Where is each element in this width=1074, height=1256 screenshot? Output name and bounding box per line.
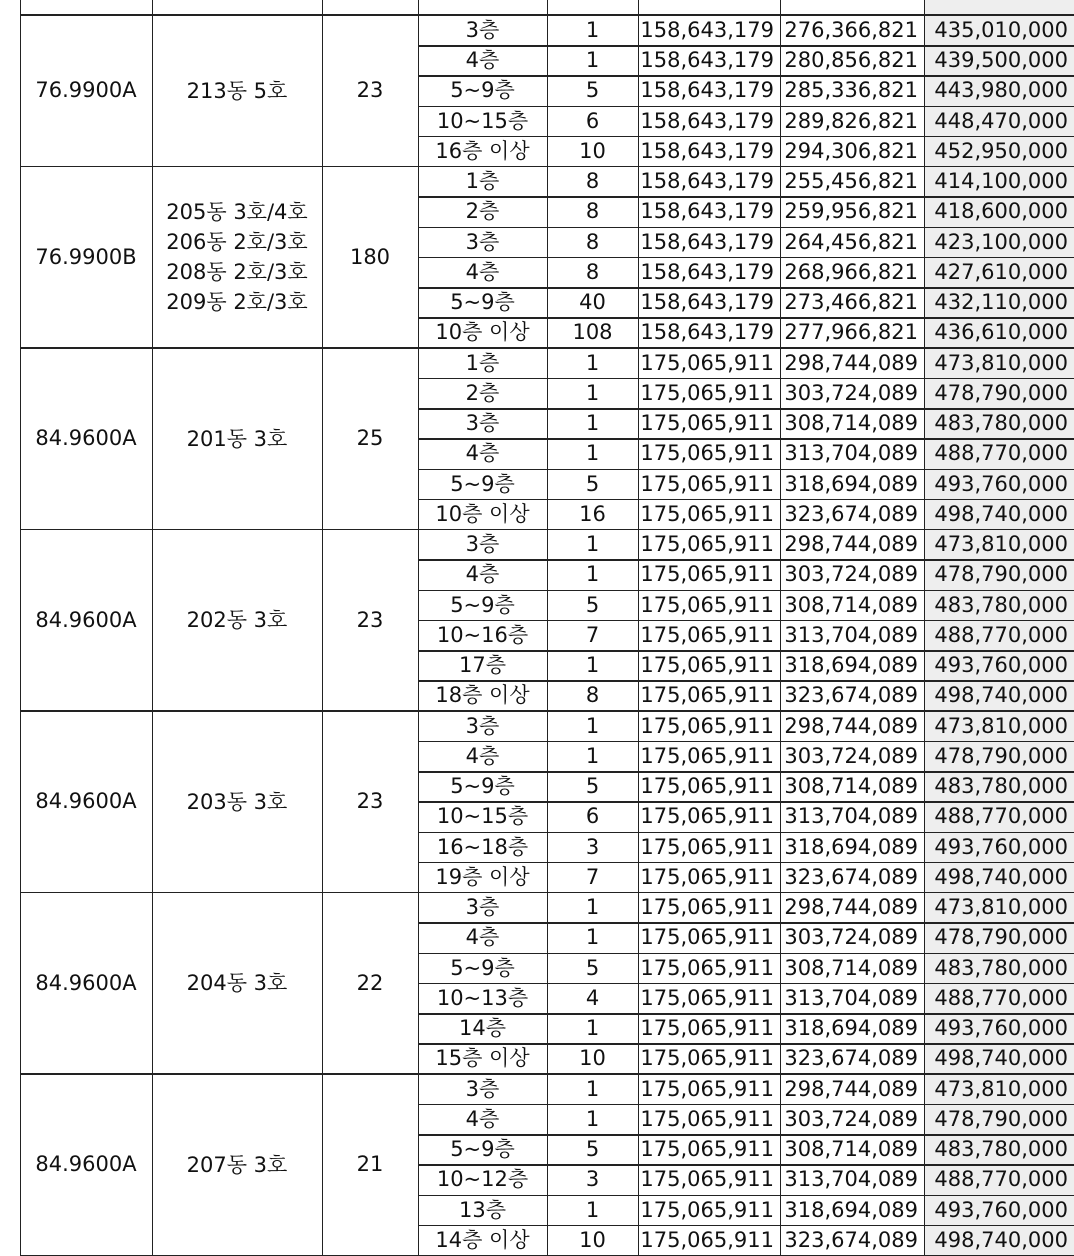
land-price: 175,065,911 — [638, 1165, 780, 1195]
building-price: 313,704,089 — [780, 983, 924, 1013]
total-price: 488,770,000 — [924, 439, 1074, 469]
column-border — [418, 0, 420, 1256]
households: 4 — [547, 983, 638, 1013]
row-border — [418, 771, 1074, 773]
households: 5 — [547, 590, 638, 620]
building-price: 308,714,089 — [780, 953, 924, 983]
building-unit-line: 202동 3호 — [187, 605, 288, 635]
building-price: 303,724,089 — [780, 378, 924, 408]
total-price: 493,760,000 — [924, 651, 1074, 681]
building-price: 273,466,821 — [780, 288, 924, 318]
row-border — [418, 469, 1074, 471]
row-border — [418, 75, 1074, 77]
land-price: 175,065,911 — [638, 772, 780, 802]
building-price: 303,724,089 — [780, 923, 924, 953]
row-border — [418, 196, 1074, 198]
households: 8 — [547, 227, 638, 257]
building-price: 318,694,089 — [780, 469, 924, 499]
floor: 10~15층 — [418, 106, 547, 136]
land-price: 158,643,179 — [638, 257, 780, 287]
land-price: 175,065,911 — [638, 1014, 780, 1044]
households: 1 — [547, 439, 638, 469]
floor: 16층 이상 — [418, 136, 547, 166]
row-border — [418, 953, 1074, 955]
households: 10 — [547, 1044, 638, 1074]
households: 6 — [547, 106, 638, 136]
floor: 19층 이상 — [418, 862, 547, 892]
building-price: 298,744,089 — [780, 1074, 924, 1104]
building-price: 313,704,089 — [780, 620, 924, 650]
row-border — [418, 317, 1074, 319]
column-border — [322, 0, 324, 1256]
land-price: 158,643,179 — [638, 318, 780, 348]
building-price: 323,674,089 — [780, 862, 924, 892]
floor: 2층 — [418, 378, 547, 408]
total-price: 473,810,000 — [924, 893, 1074, 923]
building-price: 318,694,089 — [780, 832, 924, 862]
households: 10 — [547, 136, 638, 166]
unit-type: 76.9900A — [20, 15, 152, 166]
building-unit-line: 207동 3호 — [187, 1150, 288, 1180]
floor: 3층 — [418, 711, 547, 741]
land-price: 175,065,911 — [638, 802, 780, 832]
floor: 4층 — [418, 46, 547, 76]
column-border — [152, 0, 154, 1256]
household-count: 180 — [322, 167, 418, 349]
row-border — [418, 227, 1074, 229]
land-price: 175,065,911 — [638, 1044, 780, 1074]
row-border — [418, 1195, 1074, 1197]
row-border — [418, 378, 1074, 380]
total-price: 473,810,000 — [924, 530, 1074, 560]
building-price: 318,694,089 — [780, 1195, 924, 1225]
land-price: 175,065,911 — [638, 1104, 780, 1134]
total-price: 493,760,000 — [924, 832, 1074, 862]
land-price: 175,065,911 — [638, 1135, 780, 1165]
row-border — [418, 741, 1074, 743]
floor: 4층 — [418, 741, 547, 771]
floor: 3층 — [418, 409, 547, 439]
building-price: 308,714,089 — [780, 1135, 924, 1165]
land-price: 158,643,179 — [638, 197, 780, 227]
total-price: 493,760,000 — [924, 1014, 1074, 1044]
unit-type: 76.9900B — [20, 167, 152, 349]
row-border — [418, 1043, 1074, 1045]
households: 108 — [547, 318, 638, 348]
building-price: 277,966,821 — [780, 318, 924, 348]
building-price: 303,724,089 — [780, 741, 924, 771]
total-price: 488,770,000 — [924, 1165, 1074, 1195]
column-border — [547, 0, 549, 1256]
building-price: 268,966,821 — [780, 257, 924, 287]
households: 1 — [547, 15, 638, 45]
land-price: 158,643,179 — [638, 106, 780, 136]
land-price: 175,065,911 — [638, 530, 780, 560]
floor: 3층 — [418, 893, 547, 923]
households: 5 — [547, 76, 638, 106]
land-price: 175,065,911 — [638, 439, 780, 469]
row-border — [418, 620, 1074, 622]
floor: 5~9층 — [418, 469, 547, 499]
households: 10 — [547, 1225, 638, 1255]
building-price: 303,724,089 — [780, 1104, 924, 1134]
land-price: 175,065,911 — [638, 469, 780, 499]
floor: 3층 — [418, 227, 547, 257]
total-price: 483,780,000 — [924, 953, 1074, 983]
row-border — [418, 408, 1074, 410]
building-price: 276,366,821 — [780, 15, 924, 45]
land-price: 158,643,179 — [638, 15, 780, 45]
row-border — [418, 862, 1074, 864]
land-price: 175,065,911 — [638, 1225, 780, 1255]
floor: 10층 이상 — [418, 499, 547, 529]
floor: 18층 이상 — [418, 681, 547, 711]
total-price: 418,600,000 — [924, 197, 1074, 227]
households: 5 — [547, 772, 638, 802]
row-border — [418, 45, 1074, 47]
household-count: 25 — [322, 348, 418, 530]
floor: 1층 — [418, 348, 547, 378]
households: 8 — [547, 167, 638, 197]
building-units — [152, 893, 322, 1075]
floor: 4층 — [418, 560, 547, 590]
land-price: 175,065,911 — [638, 711, 780, 741]
column-border — [20, 0, 22, 1256]
land-price: 158,643,179 — [638, 46, 780, 76]
column-border — [780, 0, 782, 1256]
land-price: 175,065,911 — [638, 923, 780, 953]
households: 6 — [547, 802, 638, 832]
floor: 10~13층 — [418, 983, 547, 1013]
total-price: 473,810,000 — [924, 711, 1074, 741]
floor: 10~12층 — [418, 1165, 547, 1195]
floor: 4층 — [418, 1104, 547, 1134]
building-price: 308,714,089 — [780, 590, 924, 620]
total-price: 478,790,000 — [924, 560, 1074, 590]
households: 5 — [547, 469, 638, 499]
land-price: 175,065,911 — [638, 832, 780, 862]
column-border — [924, 0, 926, 1256]
building-price: 323,674,089 — [780, 681, 924, 711]
floor: 5~9층 — [418, 590, 547, 620]
households: 5 — [547, 953, 638, 983]
households: 8 — [547, 197, 638, 227]
total-price: 478,790,000 — [924, 923, 1074, 953]
floor: 10~16층 — [418, 620, 547, 650]
building-unit-line: 204동 3호 — [187, 968, 288, 998]
building-price: 323,674,089 — [780, 1044, 924, 1074]
total-price: 498,740,000 — [924, 681, 1074, 711]
household-count: 23 — [322, 711, 418, 893]
row-border — [418, 832, 1074, 834]
total-price: 498,740,000 — [924, 499, 1074, 529]
building-price: 323,674,089 — [780, 1225, 924, 1255]
households: 1 — [547, 1195, 638, 1225]
building-price: 303,724,089 — [780, 560, 924, 590]
land-price: 175,065,911 — [638, 499, 780, 529]
unit-type: 84.9600A — [20, 893, 152, 1075]
row-border — [418, 287, 1074, 289]
total-price: 478,790,000 — [924, 1104, 1074, 1134]
building-price: 285,336,821 — [780, 76, 924, 106]
land-price: 158,643,179 — [638, 136, 780, 166]
floor: 15층 이상 — [418, 1044, 547, 1074]
row-border — [418, 1225, 1074, 1227]
row-border — [418, 801, 1074, 803]
land-price: 175,065,911 — [638, 560, 780, 590]
households: 7 — [547, 862, 638, 892]
floor: 10층 이상 — [418, 318, 547, 348]
land-price: 175,065,911 — [638, 590, 780, 620]
floor: 3층 — [418, 530, 547, 560]
households: 1 — [547, 46, 638, 76]
household-count: 21 — [322, 1074, 418, 1256]
total-price: 427,610,000 — [924, 257, 1074, 287]
floor: 5~9층 — [418, 288, 547, 318]
unit-type: 84.9600A — [20, 1074, 152, 1256]
total-price: 493,760,000 — [924, 469, 1074, 499]
floor: 4층 — [418, 257, 547, 287]
total-price: 423,100,000 — [924, 227, 1074, 257]
building-price: 280,856,821 — [780, 46, 924, 76]
total-price: 448,470,000 — [924, 106, 1074, 136]
households: 1 — [547, 651, 638, 681]
building-price: 294,306,821 — [780, 136, 924, 166]
building-unit-line: 201동 3호 — [187, 424, 288, 454]
building-units — [152, 1074, 322, 1256]
land-price: 175,065,911 — [638, 1074, 780, 1104]
total-price: 483,780,000 — [924, 1135, 1074, 1165]
households: 7 — [547, 620, 638, 650]
row-border — [418, 136, 1074, 138]
households: 1 — [547, 1104, 638, 1134]
total-price: 478,790,000 — [924, 741, 1074, 771]
row-border — [418, 499, 1074, 501]
total-price: 478,790,000 — [924, 378, 1074, 408]
floor: 5~9층 — [418, 772, 547, 802]
land-price: 175,065,911 — [638, 893, 780, 923]
building-unit-line: 205동 3호/4호 — [166, 197, 307, 227]
households: 1 — [547, 378, 638, 408]
households: 40 — [547, 288, 638, 318]
total-price: 473,810,000 — [924, 1074, 1074, 1104]
land-price: 175,065,911 — [638, 862, 780, 892]
building-price: 255,456,821 — [780, 167, 924, 197]
building-units — [152, 348, 322, 530]
floor: 5~9층 — [418, 953, 547, 983]
building-unit-line: 209동 2호/3호 — [166, 287, 307, 317]
land-price: 158,643,179 — [638, 288, 780, 318]
row-border — [418, 257, 1074, 259]
total-price: 483,780,000 — [924, 590, 1074, 620]
household-count: 23 — [322, 15, 418, 166]
row-border — [418, 680, 1074, 682]
total-price: 493,760,000 — [924, 1195, 1074, 1225]
row-border — [418, 106, 1074, 108]
column-border — [638, 0, 640, 1256]
households: 3 — [547, 1165, 638, 1195]
building-units — [152, 530, 322, 712]
household-count: 23 — [322, 530, 418, 712]
total-price: 414,100,000 — [924, 167, 1074, 197]
row-border — [418, 650, 1074, 652]
households: 1 — [547, 530, 638, 560]
land-price: 175,065,911 — [638, 741, 780, 771]
households: 1 — [547, 923, 638, 953]
floor: 1층 — [418, 167, 547, 197]
building-unit-line: 203동 3호 — [187, 787, 288, 817]
total-price: 439,500,000 — [924, 46, 1074, 76]
total-price: 432,110,000 — [924, 288, 1074, 318]
total-price: 488,770,000 — [924, 802, 1074, 832]
floor: 10~15층 — [418, 802, 547, 832]
land-price: 175,065,911 — [638, 1195, 780, 1225]
total-price: 436,610,000 — [924, 318, 1074, 348]
households: 1 — [547, 893, 638, 923]
households: 1 — [547, 711, 638, 741]
building-price: 313,704,089 — [780, 1165, 924, 1195]
total-price: 435,010,000 — [924, 15, 1074, 45]
total-price: 483,780,000 — [924, 772, 1074, 802]
total-price: 452,950,000 — [924, 136, 1074, 166]
unit-type: 84.9600A — [20, 711, 152, 893]
building-price: 318,694,089 — [780, 1014, 924, 1044]
land-price: 158,643,179 — [638, 167, 780, 197]
floor: 14층 — [418, 1014, 547, 1044]
land-price: 175,065,911 — [638, 681, 780, 711]
building-price: 318,694,089 — [780, 651, 924, 681]
floor: 3층 — [418, 1074, 547, 1104]
land-price: 175,065,911 — [638, 378, 780, 408]
household-count: 22 — [322, 893, 418, 1075]
building-units — [152, 15, 322, 166]
building-price: 323,674,089 — [780, 499, 924, 529]
row-border — [418, 1104, 1074, 1106]
households: 1 — [547, 741, 638, 771]
row-border — [418, 922, 1074, 924]
unit-type: 84.9600A — [20, 530, 152, 712]
building-price: 298,744,089 — [780, 893, 924, 923]
households: 8 — [547, 257, 638, 287]
total-price: 443,980,000 — [924, 76, 1074, 106]
households: 1 — [547, 560, 638, 590]
total-price: 483,780,000 — [924, 409, 1074, 439]
building-price: 308,714,089 — [780, 772, 924, 802]
households: 3 — [547, 832, 638, 862]
building-price: 264,456,821 — [780, 227, 924, 257]
row-border — [418, 1134, 1074, 1136]
total-price: 488,770,000 — [924, 983, 1074, 1013]
row-border — [418, 1164, 1074, 1166]
total-price: 498,740,000 — [924, 862, 1074, 892]
row-border — [418, 1013, 1074, 1015]
land-price: 175,065,911 — [638, 983, 780, 1013]
households: 1 — [547, 1014, 638, 1044]
floor: 2층 — [418, 197, 547, 227]
building-unit-line: 206동 2호/3호 — [166, 227, 307, 257]
households: 1 — [547, 348, 638, 378]
floor: 3층 — [418, 15, 547, 45]
total-price: 488,770,000 — [924, 620, 1074, 650]
building-unit-line: 213동 5호 — [187, 76, 288, 106]
row-border — [418, 983, 1074, 985]
households: 16 — [547, 499, 638, 529]
land-price: 175,065,911 — [638, 348, 780, 378]
building-units — [152, 167, 322, 349]
floor: 13층 — [418, 1195, 547, 1225]
land-price: 175,065,911 — [638, 953, 780, 983]
row-border — [418, 590, 1074, 592]
land-price: 158,643,179 — [638, 76, 780, 106]
total-price: 498,740,000 — [924, 1044, 1074, 1074]
building-price: 313,704,089 — [780, 439, 924, 469]
floor: 16~18층 — [418, 832, 547, 862]
households: 5 — [547, 1135, 638, 1165]
floor: 4층 — [418, 923, 547, 953]
row-border — [418, 559, 1074, 561]
land-price: 175,065,911 — [638, 651, 780, 681]
total-price: 473,810,000 — [924, 348, 1074, 378]
building-price: 298,744,089 — [780, 348, 924, 378]
floor: 5~9층 — [418, 1135, 547, 1165]
row-border — [418, 438, 1074, 440]
total-price: 498,740,000 — [924, 1225, 1074, 1255]
building-unit-line: 208동 2호/3호 — [166, 257, 307, 287]
building-price: 298,744,089 — [780, 530, 924, 560]
unit-type: 84.9600A — [20, 348, 152, 530]
building-price: 308,714,089 — [780, 409, 924, 439]
floor: 17층 — [418, 651, 547, 681]
households: 8 — [547, 681, 638, 711]
building-price: 298,744,089 — [780, 711, 924, 741]
building-price: 289,826,821 — [780, 106, 924, 136]
land-price: 158,643,179 — [638, 227, 780, 257]
building-price: 259,956,821 — [780, 197, 924, 227]
households: 1 — [547, 1074, 638, 1104]
land-price: 175,065,911 — [638, 409, 780, 439]
floor: 5~9층 — [418, 76, 547, 106]
floor: 14층 이상 — [418, 1225, 547, 1255]
land-price: 175,065,911 — [638, 620, 780, 650]
building-price: 313,704,089 — [780, 802, 924, 832]
floor: 4층 — [418, 439, 547, 469]
households: 1 — [547, 409, 638, 439]
building-units — [152, 711, 322, 893]
